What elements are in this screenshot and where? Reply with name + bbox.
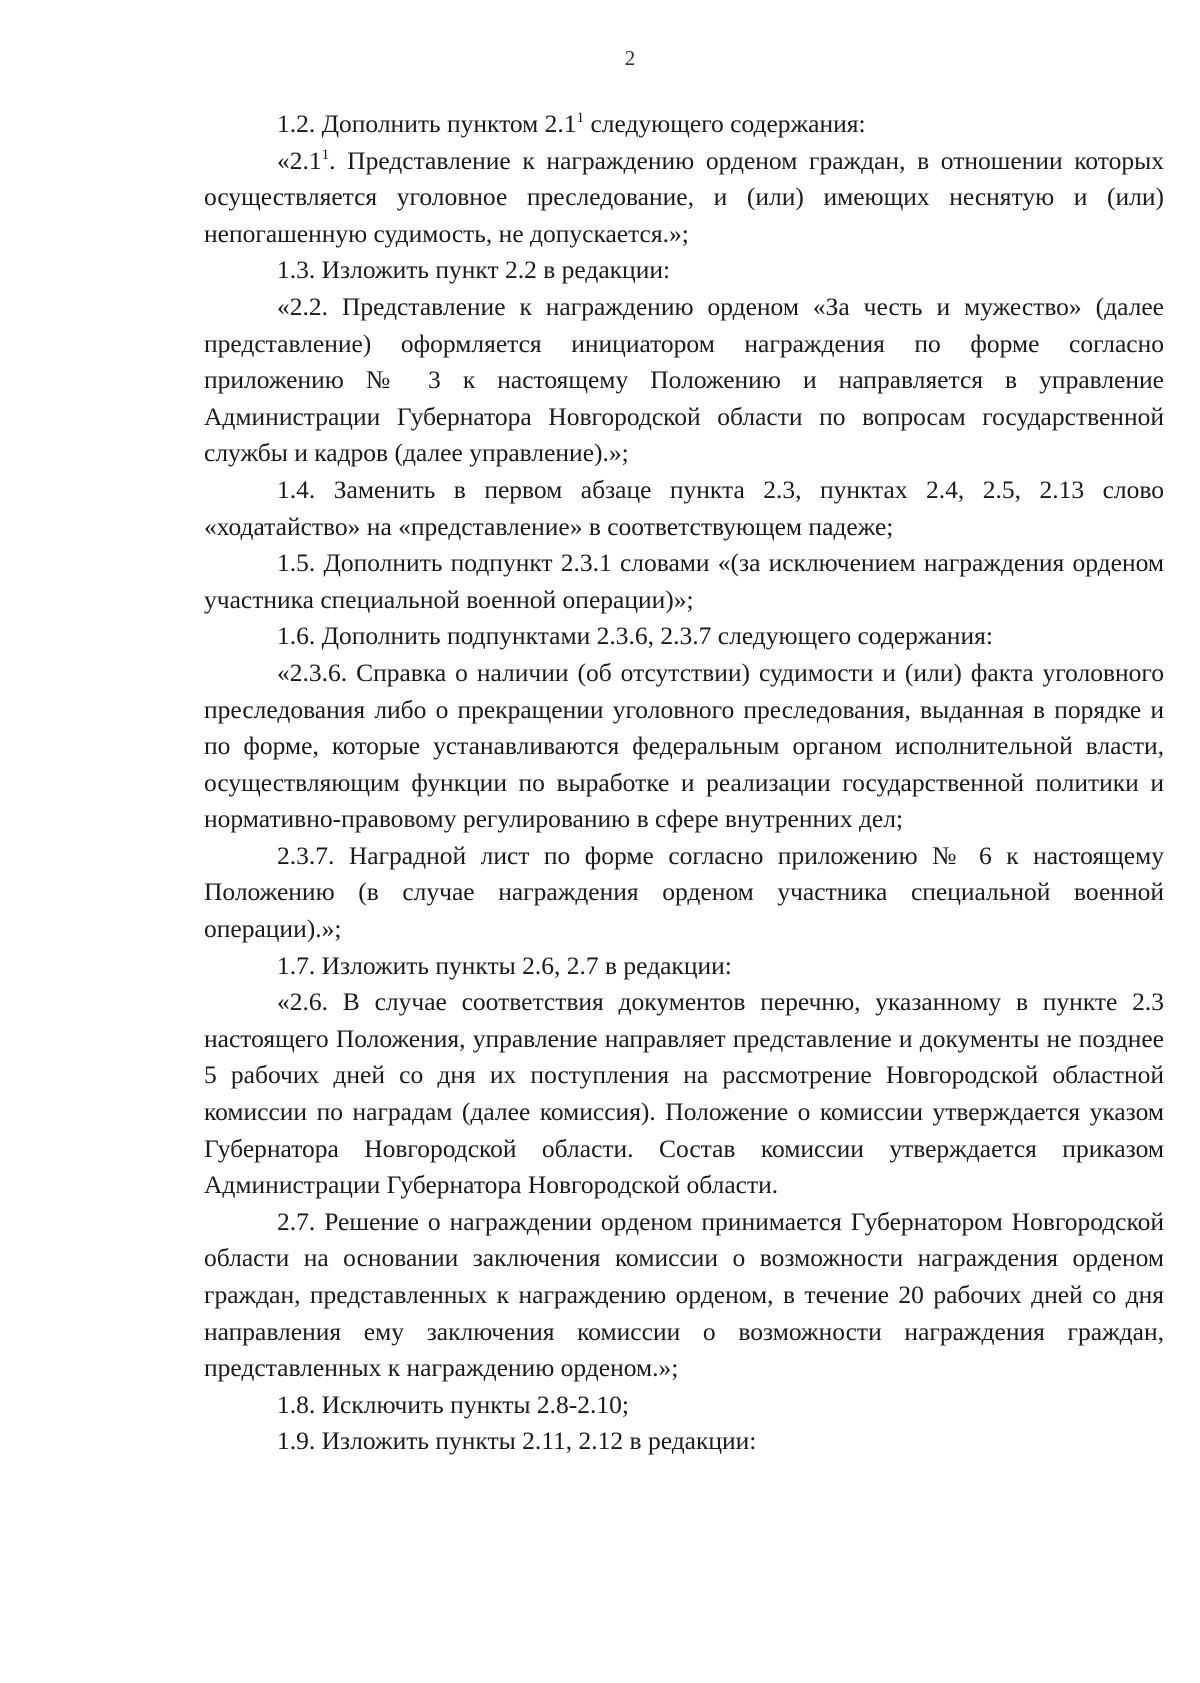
paragraph-1-4 xyxy=(204,472,1164,545)
paragraph-text: «2.1 xyxy=(277,145,322,175)
paragraph-text: следующего содержания: xyxy=(584,109,866,138)
paragraph-text: 1.5. Дополнить подпункт 2.3.1 словами «(за исключением награждения орденом участника специальной военной операции)»; xyxy=(204,548,1164,614)
paragraph-1-8 xyxy=(204,1387,1164,1424)
paragraph-2-3-6 xyxy=(204,655,1164,838)
paragraph-1-6 xyxy=(204,618,1164,655)
paragraph-2-6 xyxy=(204,984,1164,1204)
paragraph-2-1-1 xyxy=(204,143,1164,253)
paragraph-text: 2.7. Решение о награждении орденом принимается Губернатором Новгородской области на основании заключения комиссии о возможности награждения орденом граждан, представленных к награждению орденом, в течение 20 рабочих дней со дня направления ему заключения комиссии о возможности награждения граждан, представленных к награждению орденом.»; xyxy=(204,1206,1164,1383)
paragraph-text: . Представление к награждению орденом граждан, в отношении которых осуществляется уголовное преследование, и (или) имеющих неснятую и (или) непогашенную судимость, не допускается.»; xyxy=(204,145,1164,248)
paragraph-1-5 xyxy=(204,545,1164,618)
superscript: 1 xyxy=(576,110,585,126)
paragraph-text: 1.8. Исключить пункты 2.8-2.10; xyxy=(277,1389,629,1419)
paragraph-text: «2.6. В случае соответствия документов перечню, указанному в пункте 2.3 настоящего Положения, управление направляет представление и документы не позднее 5 рабочих дней со дня их поступления на рассмотрение Новгородской областной комиссии по наградам (далее комиссия). Положение о комиссии утверждается указом Губернатора Новгородской области. Состав комиссии утверждается приказом Администрации Губернатора Новгородской области. xyxy=(204,987,1164,1200)
paragraph-text: 1.9. Изложить пункты 2.11, 2.12 в редакции: xyxy=(277,1426,757,1456)
paragraph-text: 1.4. Заменить в первом абзаце пункта 2.3, пунктах 2.4, 2.5, 2.13 слово «ходатайство» на «представление» в соответствующем падеже; xyxy=(204,474,1164,541)
page-number: 2 xyxy=(624,46,636,70)
paragraph-1-2 xyxy=(204,106,1164,143)
paragraph-1-7 xyxy=(204,948,1164,985)
paragraph-text: 1.6. Дополнить подпунктами 2.3.6, 2.3.7 следующего содержания: xyxy=(277,621,993,651)
paragraph-2-7 xyxy=(204,1204,1164,1387)
paragraph-text: «2.3.6. Справка о наличии (об отсутствии) судимости и (или) факта уголовного преследования либо о прекращении уголовного преследования, выданная в порядке и по форме, которые устанавливаются федеральным органом исполнительной власти, осуществляющим функции по выработке и реализации государственной политики и нормативно-правовому регулированию в сфере внутренних дел; xyxy=(204,657,1164,834)
paragraph-text: «2.2. Представление к награждению орденом «За честь и мужество» (далее представление) оформляется инициатором награждения по форме согласно приложению № 3 к настоящему Положению и направляется в управление Администрации Губернатора Новгородской области по вопросам государственной службы и кадров (далее управление).»; xyxy=(204,291,1164,468)
paragraph-text: 2.3.7. Наградной лист по форме согласно приложению № 6 к настоящему Положению (в случае награждения орденом участника специальной военной операции).»; xyxy=(204,840,1164,944)
paragraph-1-3 xyxy=(204,252,1164,289)
superscript: 1 xyxy=(321,146,330,163)
document-body xyxy=(204,106,1164,1460)
paragraph-text: 1.2. Дополнить пунктом 2.1 xyxy=(277,109,577,138)
paragraph-2-3-7 xyxy=(204,838,1164,948)
paragraph-2-2 xyxy=(204,289,1164,472)
paragraph-text: 1.3. Изложить пункт 2.2 в редакции: xyxy=(277,255,671,285)
paragraph-1-9 xyxy=(204,1423,1164,1460)
paragraph-text: 1.7. Изложить пункты 2.6, 2.7 в редакции: xyxy=(277,950,732,980)
